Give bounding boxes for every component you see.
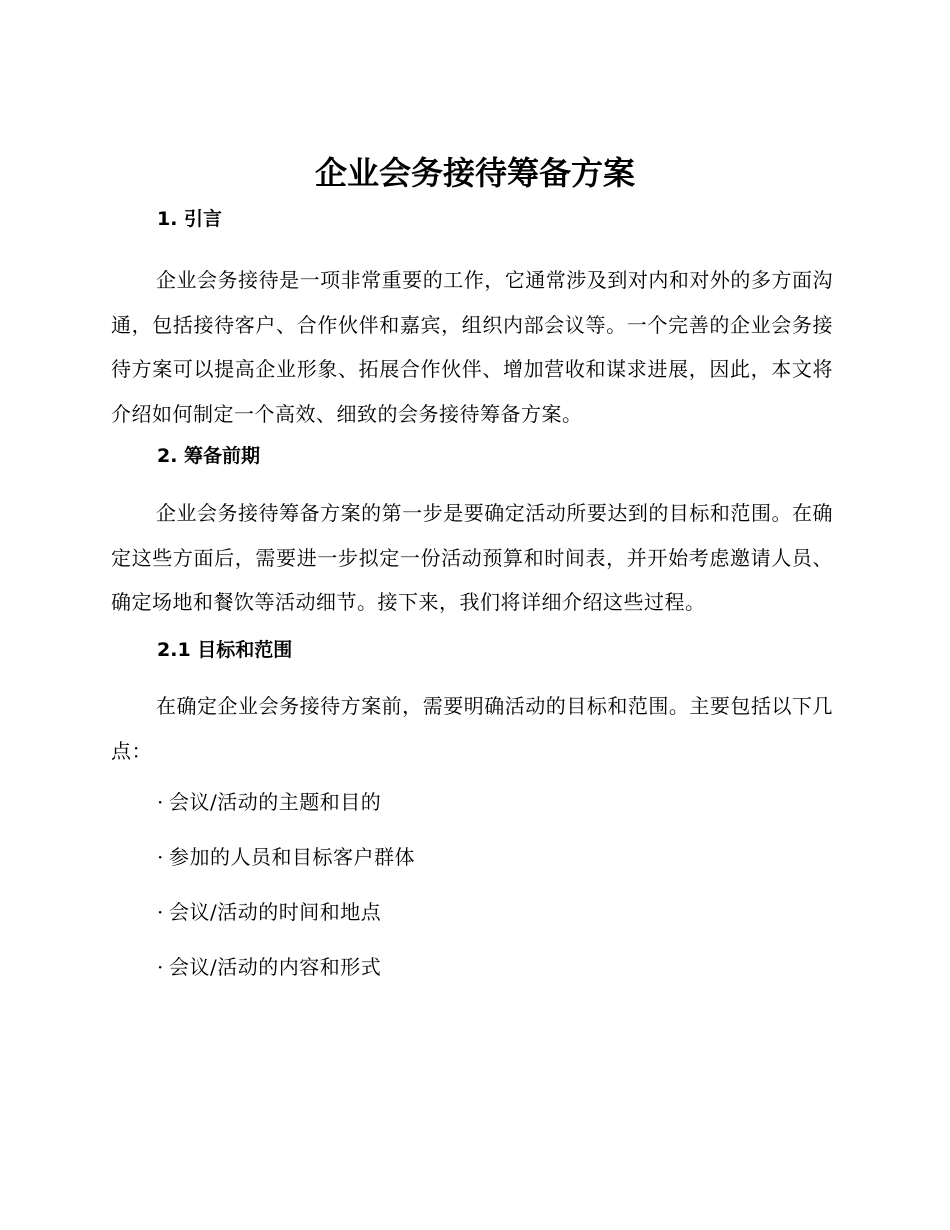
bullet-symbol: ·	[157, 955, 164, 979]
bullet-text: 参加的人员和目标客户群体	[169, 845, 415, 869]
document-title: 企业会务接待筹备方案	[314, 154, 635, 192]
section-paragraph-preparation: 企业会务接待筹备方案的第一步是要确定活动所要达到的目标和范围。在确定这些方面后，需要进一步拟定一份活动预算和时间表，并开始考虑邀请人员、确定场地和餐饮等活动细节。接下来，我们将详细介绍这些过程。	[111, 501, 833, 614]
section-paragraph-intro: 企业会务接待是一项非常重要的工作，它通常涉及到对内和对外的多方面沟通，包括接待客户、合作伙伴和嘉宾，组织内部会议等。一个完善的企业会务接待方案可以提高企业形象、拓展合作伙伴、增加营收和谋求进展，因此，本文将介绍如何制定一个高效、细致的会务接待筹备方案。	[111, 268, 833, 426]
bullet-text: 会议/活动的时间和地点	[169, 900, 382, 924]
section-paragraph-goals-scope: 在确定企业会务接待方案前，需要明确活动的目标和范围。主要包括以下几点：	[111, 694, 833, 763]
bullet-text: 会议/活动的主题和目的	[169, 790, 382, 814]
bullet-item	[157, 897, 381, 927]
section-heading-intro: 1. 引言	[157, 208, 223, 230]
bullet-symbol: ·	[157, 790, 164, 814]
bullet-symbol: ·	[157, 845, 164, 869]
bullet-item	[157, 787, 381, 817]
bullet-text: 会议/活动的内容和形式	[169, 955, 382, 979]
bullet-symbol: ·	[157, 900, 164, 924]
section-heading-goals-scope: 2.1 目标和范围	[157, 639, 293, 661]
bullet-item	[157, 952, 381, 982]
section-heading-preparation: 2. 筹备前期	[157, 445, 261, 467]
bullet-item	[157, 842, 415, 872]
